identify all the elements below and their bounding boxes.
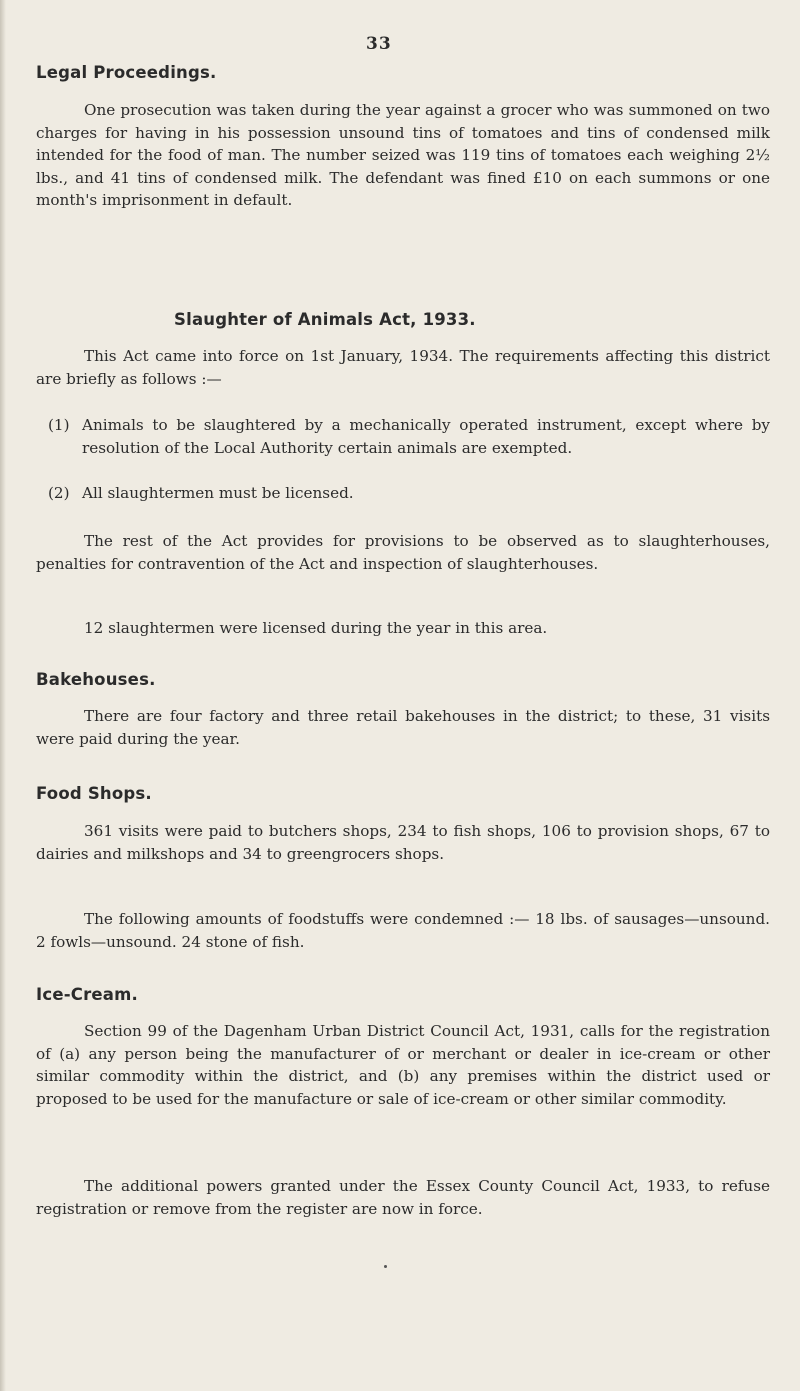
page-number: 33 bbox=[366, 34, 392, 54]
food-condemned-paragraph: The following amounts of foodstuffs were condemned :— 18 lbs. of sausages—unsound. 2 fowls—unsound. 24 stone of fish. bbox=[36, 910, 770, 951]
heading-food-shops: Food Shops. bbox=[36, 784, 152, 803]
slaughter-licensed-paragraph: 12 slaughtermen were licensed during the year in this area. bbox=[84, 619, 548, 637]
bakehouses-paragraph: There are four factory and three retail bakehouses in the district; to these, 31 visits were paid during the year. bbox=[36, 707, 770, 748]
food-shops-visits-paragraph: 361 visits were paid to butchers shops, 234 to fish shops, 106 to provision shops, 67 to dairies and milkshops and 34 to greengrocers shops. bbox=[36, 822, 770, 863]
list-item-number: (2) bbox=[48, 484, 70, 502]
list-item-number: (1) bbox=[48, 416, 70, 434]
slaughter-rest-paragraph: The rest of the Act provides for provisions to be observed as to slaughterhouses, penalties for contravention of the Act and inspection of slaughterhouses. bbox=[36, 532, 770, 573]
slaughter-intro: This Act came into force on 1st January, 1934. The requirements affecting this district are briefly as follows :— bbox=[36, 347, 770, 388]
paper-speck bbox=[384, 1265, 387, 1268]
legal-paragraph: One prosecution was taken during the year against a grocer who was summoned on two charges for having in his possession unsound tins of tomatoes and tins of condensed milk intended for the food of man. The number seized was 119 tins of tomatoes each weighing 2½ lbs., and 41 tins of condensed milk. The defendant was fined £10 on each summons or one month's imprisonment in default. bbox=[36, 101, 770, 209]
ice-cream-powers-paragraph: The additional powers granted under the Essex County Council Act, 1933, to refuse registration or remove from the register are now in force. bbox=[36, 1177, 770, 1218]
heading-slaughter-act: Slaughter of Animals Act, 1933. bbox=[174, 310, 476, 329]
list-item-text: Animals to be slaughtered by a mechanically operated instrument, except where by resolution of the Local Authority certain animals are exempted. bbox=[82, 416, 770, 457]
list-item-text: All slaughtermen must be licensed. bbox=[82, 484, 354, 502]
list-item bbox=[48, 414, 770, 459]
heading-bakehouses: Bakehouses. bbox=[36, 670, 156, 689]
heading-ice-cream: Ice-Cream. bbox=[36, 985, 138, 1004]
list-item bbox=[48, 482, 770, 505]
page-edge-shadow bbox=[0, 0, 6, 1391]
heading-legal-proceedings: Legal Proceedings. bbox=[36, 63, 217, 82]
ice-cream-section-paragraph: Section 99 of the Dagenham Urban District Council Act, 1931, calls for the registration of (a) any person being the manufacturer of or merchant or dealer in ice-cream or other similar commodity within the district, and (b) any premises within the district used or proposed to be used for the manufacture or sale of ice-cream or other similar commodity. bbox=[36, 1022, 770, 1108]
